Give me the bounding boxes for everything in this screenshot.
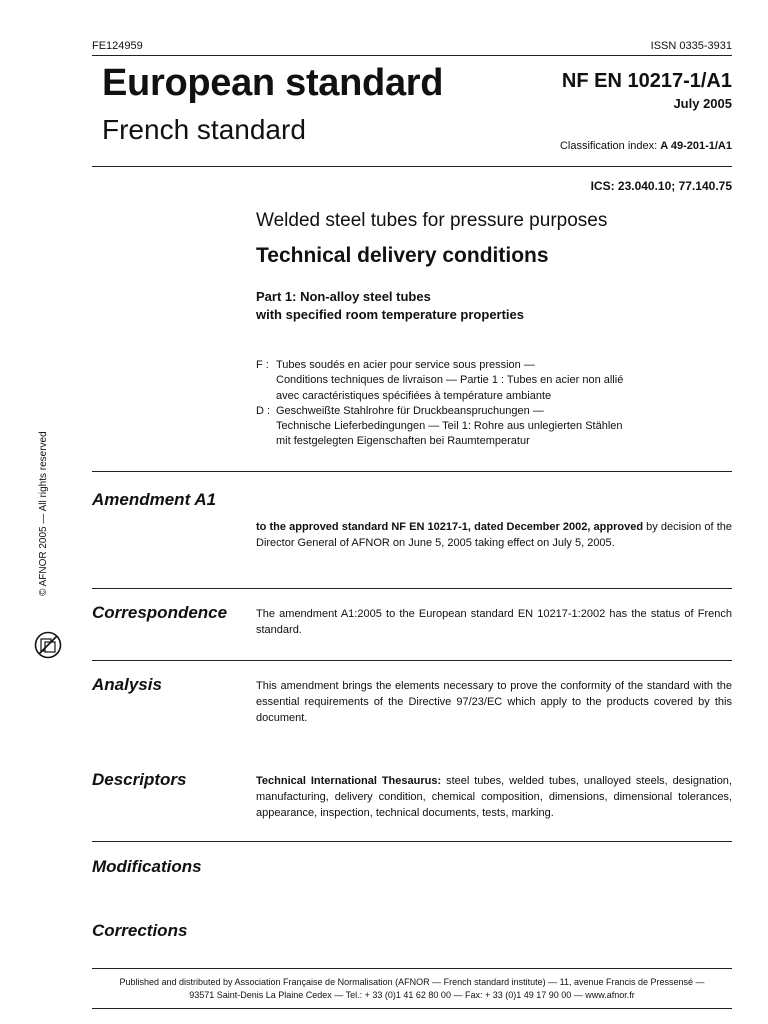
descriptors-bold-text: Technical International Thesaurus: xyxy=(256,775,442,787)
section-divider xyxy=(92,660,732,661)
descriptors-body xyxy=(256,773,732,821)
part-title-line: Part 1: Non-alloy steel tubes xyxy=(256,289,431,304)
translation-line: avec caractéristiques spécifiées à température ambiante xyxy=(276,389,552,402)
correspondence-body: The amendment A1:2005 to the European standard EN 10217-1:2002 has the status of French standard. xyxy=(256,608,732,636)
footer-line: Published and distributed by Association Française de Normalisation (AFNOR — French standard institute) — 11, avenue Francis de Pressensé — xyxy=(119,977,705,987)
translation-line: mit festgelegten Eigenschaften bei Raumtemperatur xyxy=(276,435,530,448)
footer-divider-bottom xyxy=(92,1008,732,1009)
footer-line: 93571 Saint-Denis La Plaine Cedex — Tel.: + 33 (0)1 41 62 80 00 — Fax: + 33 (0)1 49 17 90 00 — www.afnor.fr xyxy=(189,990,635,1000)
french-translation xyxy=(256,358,623,373)
amendment-bold-text: to the approved standard NF EN 10217-1, dated December 2002, approved xyxy=(256,521,644,533)
classification-label: Classification index: xyxy=(559,140,658,152)
page-subtitle: French standard xyxy=(102,114,306,145)
german-translation xyxy=(256,404,623,419)
issn-number: ISSN 0335-3931 xyxy=(650,40,732,52)
translation-line: Geschweißte Stahlrohre für Druckbeanspruchungen — xyxy=(276,404,544,417)
translation-line: Conditions techniques de livraison — Partie 1 : Tubes en acier non allié xyxy=(276,374,624,387)
part-title xyxy=(256,288,524,324)
part-title-line: with specified room temperature properties xyxy=(256,307,525,322)
modifications-heading: Modifications xyxy=(92,857,202,876)
footer-divider xyxy=(92,968,732,969)
title-divider xyxy=(92,166,732,167)
correspondence-heading: Correspondence xyxy=(92,603,228,622)
no-photocopy-icon xyxy=(33,630,63,660)
section-divider xyxy=(92,588,732,589)
copyright-notice: © AFNOR 2005 — All rights reserved xyxy=(38,431,49,596)
corrections-heading: Corrections xyxy=(92,921,188,940)
translation-line: Technische Lieferbedingungen — Teil 1: Rohre aus unlegierten Stählen xyxy=(276,420,623,433)
classification-value: A 49-201-1/A1 xyxy=(660,140,732,152)
descriptors-heading: Descriptors xyxy=(92,770,187,789)
amendment-body xyxy=(256,519,732,551)
translation-line: Tubes soudés en acier pour service sous pression — xyxy=(276,359,535,371)
header-divider xyxy=(92,55,732,56)
page-title: European standard xyxy=(102,62,444,104)
standard-number: NF EN 10217-1/A1 xyxy=(561,70,732,92)
analysis-body: This amendment brings the elements necessary to prove the conformity of the standard with the essential requirements of the Directive 97/23/EC which apply to the products covered by this document. xyxy=(256,680,732,724)
publisher-footer xyxy=(92,976,732,1002)
amendment-heading: Amendment A1 xyxy=(92,490,217,509)
document-title-secondary: Technical delivery conditions xyxy=(256,244,549,267)
standard-date: July 2005 xyxy=(673,96,732,111)
french-label: F : xyxy=(256,359,269,371)
descriptors-text: steel tubes, welded tubes, unalloyed steels, designation, manufacturing, delivery condition, chemical composition, dimensions, dimensional tolerances, appearance, inspection, technical documents, tests, marking. xyxy=(256,775,732,819)
document-reference: FE124959 xyxy=(92,40,143,52)
classification-index xyxy=(560,140,732,152)
analysis-heading: Analysis xyxy=(92,675,162,694)
document-title-primary: Welded steel tubes for pressure purposes xyxy=(256,210,608,231)
section-divider xyxy=(92,471,732,472)
amendment-text: by decision of the Director General of AFNOR on June 5, 2005 taking effect on July 5, 2005. xyxy=(256,521,732,549)
ics-codes: ICS: 23.040.10; 77.140.75 xyxy=(590,179,732,193)
title-translations xyxy=(256,358,623,450)
section-divider xyxy=(92,841,732,842)
german-label: D : xyxy=(256,404,271,417)
